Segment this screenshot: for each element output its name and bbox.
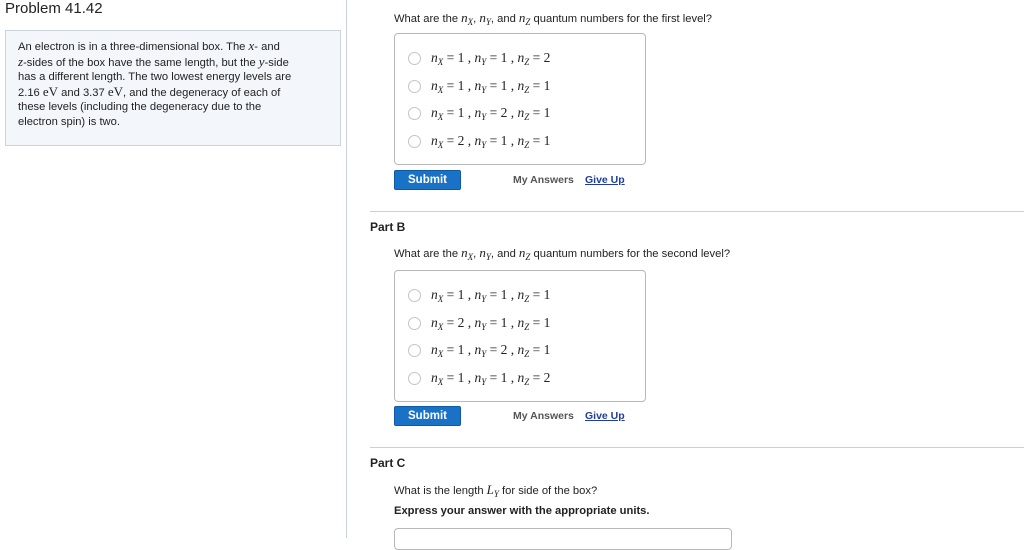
radio-button[interactable] [408,289,421,302]
math-variable [461,245,473,260]
math-equals: = [443,132,458,148]
part-b-give-up-link[interactable]: Give Up [585,410,625,422]
radio-button[interactable] [408,80,421,93]
math-symbol: n [517,342,525,358]
part-c-label: Part C [370,456,406,470]
math-subscript: Z [524,139,530,150]
math-equals: = [529,314,544,330]
math-unit: eV [42,83,59,99]
math-variable [518,78,530,93]
math-symbol: n [431,314,438,330]
text-segment: quantum numbers for the second level? [530,248,731,260]
math-symbol: n [461,245,468,260]
math-equals: = [443,50,458,66]
answer-option[interactable] [395,282,645,310]
text-segment: , [473,13,480,25]
part-a-options [394,33,646,165]
text-segment: , and the degeneracy of each of [123,86,281,99]
option-value: 1 [457,77,465,93]
math-variable [479,245,491,260]
radio-button[interactable] [408,135,421,148]
math-equals: = [486,132,501,148]
math-symbol: n [479,245,486,260]
math-symbol: n [431,105,438,121]
text-segment: What are the [394,13,462,25]
math-subscript: Z [524,84,530,95]
math-subscript: X [437,349,444,360]
option-value: 1 [457,50,465,66]
math-equals: = [443,77,458,93]
math-variable [431,342,444,360]
math-symbol: n [431,369,438,385]
part-c-answer-input[interactable] [394,528,732,550]
text-segment: and 3.37 [58,86,108,99]
math-subscript: Y [481,57,487,68]
text-segment: -side [264,56,289,69]
option-value: 2 [457,132,465,148]
math-symbol: n [474,132,482,148]
math-subscript: X [467,252,474,262]
option-value: 1 [457,342,465,358]
math-subscript: Z [524,349,530,360]
math-variable [431,78,443,93]
math-variable [517,50,530,68]
math-equals: = [486,369,501,385]
math-comma: , [464,287,475,303]
math-comma: , [464,105,475,121]
math-symbol: n [474,342,482,358]
math-variable [474,50,487,68]
divider [370,447,1024,448]
math-comma: , [464,342,475,358]
math-variable [517,287,530,305]
option-math [431,50,550,67]
math-equals: = [443,314,458,330]
math-variable [517,342,530,360]
option-math [431,370,550,387]
option-value: 1 [500,77,508,93]
math-equals: = [529,105,544,121]
math-equals: = [486,314,501,330]
part-c-instruction: Express your answer with the appropriate units. [394,505,650,517]
math-comma: , [507,287,518,303]
option-value: 1 [500,132,508,148]
math-equals: = [443,105,458,121]
math-subscript: Y [493,489,499,499]
math-comma: , [464,314,475,330]
part-b-question [394,245,730,262]
math-variable [431,315,443,330]
math-subscript: X [437,112,444,123]
math-subscript: Z [524,57,530,68]
math-equals: = [486,287,501,303]
math-equals: = [443,369,458,385]
text-segment: for side of the box? [498,485,598,497]
option-value: 2 [543,369,551,385]
text-segment: electron spin) is two. [18,115,120,128]
option-value: 1 [543,314,551,330]
part-b-submit-button[interactable]: Submit [394,406,461,426]
part-b-options [394,270,646,402]
math-symbol: z [18,53,24,69]
option-value: 1 [457,105,465,121]
math-equals: = [486,342,501,358]
divider [370,211,1024,212]
math-variable [518,315,530,330]
option-math [431,315,550,332]
radio-button[interactable] [408,344,421,357]
math-equals: = [486,50,501,66]
math-comma: , [507,342,518,358]
answer-option[interactable] [395,73,645,101]
math-symbol: n [431,132,438,148]
option-value: 1 [543,132,551,148]
math-comma: , [464,50,475,66]
option-value: 1 [500,50,508,66]
math-variable [475,315,487,330]
part-b-my-answers-link[interactable]: My Answers [513,410,574,422]
math-symbol: n [474,105,482,121]
option-value: 1 [543,77,551,93]
math-comma: , [507,105,518,121]
math-variable [487,482,499,497]
option-value: 1 [543,105,551,121]
math-equals: = [529,369,544,385]
option-math [431,133,550,150]
option-value: 1 [500,287,508,303]
option-value: 2 [543,50,551,66]
math-symbol: n [474,314,482,330]
math-symbol: n [474,50,482,66]
math-comma: , [464,369,475,385]
text-segment: has a different length. The two lowest energy levels are [18,71,292,84]
math-subscript: Y [485,17,491,27]
math-subscript: Y [481,321,487,332]
text-segment: What is the length [394,485,487,497]
math-variable [475,78,487,93]
math-equals: = [529,50,544,66]
math-symbol: n [517,132,525,148]
math-comma: , [507,132,518,148]
text-segment: , and [490,13,519,25]
option-value: 1 [543,287,551,303]
math-symbol: n [517,314,525,330]
math-symbol: n [517,369,525,385]
math-subscript: Y [481,112,487,123]
math-variable [518,133,530,148]
answer-option[interactable] [395,337,645,365]
math-comma: , [507,50,518,66]
math-subscript: Z [525,17,531,27]
math-equals: = [529,342,544,358]
math-symbol: n [517,287,525,303]
text-segment: , and [490,248,519,260]
math-variable [431,287,444,305]
math-subscript: Y [481,139,487,150]
math-subscript: Z [524,376,530,387]
problem-statement [5,30,341,146]
math-comma: , [464,77,475,93]
math-symbol: n [474,77,482,93]
math-subscript: Y [481,376,487,387]
math-subscript: Z [524,294,530,305]
math-symbol: y [258,53,265,69]
answer-option[interactable] [395,100,645,128]
math-variable [431,133,443,148]
math-symbol: n [517,105,525,121]
math-variable [431,370,443,385]
math-variable [474,287,487,305]
math-subscript: Z [524,321,530,332]
math-variable [517,105,530,123]
math-variable [461,10,473,25]
text-segment: An electron is in a three-dimensional box. The [18,41,249,53]
math-subscript: Y [481,349,487,360]
math-variable [474,105,487,123]
problem-title: Problem 41.42 [5,0,103,17]
math-subscript: Y [485,252,491,262]
text-segment: What are the [394,248,462,260]
answer-option[interactable] [395,128,645,156]
math-subscript: Y [481,84,487,95]
option-value: 2 [500,342,508,358]
math-symbol: n [431,342,438,358]
text-segment: 2.16 [18,86,43,99]
math-symbol: n [431,287,438,303]
option-value: 1 [457,287,465,303]
text-segment: these levels (including the degeneracy due to the [18,101,262,114]
math-subscript: X [467,17,474,27]
math-symbol: n [518,245,526,260]
math-variable [431,50,444,68]
math-subscript: X [437,376,444,387]
math-symbol: n [479,10,486,25]
radio-button[interactable] [408,107,421,120]
part-a-question [394,10,712,27]
math-equals: = [443,342,458,358]
math-subscript: X [437,139,444,150]
math-variable [475,370,487,385]
option-value: 1 [500,369,508,385]
math-symbol: x [248,38,255,53]
radio-button[interactable] [408,372,421,385]
math-variable [474,342,487,360]
math-comma: , [464,132,475,148]
part-a-give-up-link[interactable]: Give Up [585,174,625,186]
math-subscript: Z [524,112,530,123]
option-value: 1 [457,369,465,385]
option-math [431,342,550,359]
answer-option[interactable] [395,45,645,73]
math-symbol: n [517,50,525,66]
math-subscript: Z [525,252,531,262]
math-symbol: n [461,10,468,25]
math-symbol: n [431,50,438,66]
math-equals: = [529,287,544,303]
answer-option[interactable] [395,310,645,338]
part-a-my-answers-link[interactable]: My Answers [513,174,574,186]
text-segment: quantum numbers for the first level? [530,13,712,25]
math-subscript: X [437,321,444,332]
math-variable [431,105,444,123]
part-c-question [394,482,597,499]
option-math [431,78,550,95]
math-symbol: L [486,482,494,497]
math-subscript: Y [481,294,487,305]
answer-option[interactable] [395,365,645,393]
text-segment: - and [254,41,280,53]
math-equals: = [529,77,544,93]
option-math [431,287,550,304]
option-value: 2 [500,105,508,121]
part-a-submit-button[interactable]: Submit [394,170,461,190]
radio-button[interactable] [408,52,421,65]
option-value: 1 [543,342,551,358]
math-equals: = [486,105,501,121]
math-symbol: n [431,77,438,93]
math-equals: = [443,287,458,303]
math-symbol: n [518,10,526,25]
math-variable [475,133,487,148]
math-unit: eV [107,83,123,99]
option-math [431,105,550,122]
math-symbol: n [474,369,482,385]
math-equals: = [486,77,501,93]
option-value: 1 [500,314,508,330]
math-comma: , [507,314,518,330]
math-variable [519,245,531,260]
math-variable [479,10,491,25]
math-subscript: X [437,294,444,305]
math-comma: , [507,369,518,385]
text-segment: , [473,248,480,260]
text-segment: -sides of the box have the same length, but the [23,56,259,69]
math-symbol: n [474,287,482,303]
math-subscript: X [437,84,444,95]
math-symbol: n [517,77,525,93]
math-comma: , [507,77,518,93]
radio-button[interactable] [408,317,421,330]
math-equals: = [529,132,544,148]
part-b-label: Part B [370,220,406,234]
option-value: 2 [457,314,465,330]
math-variable [518,370,530,385]
problem-panel [0,0,347,538]
math-subscript: X [437,57,444,68]
math-variable [519,10,531,25]
